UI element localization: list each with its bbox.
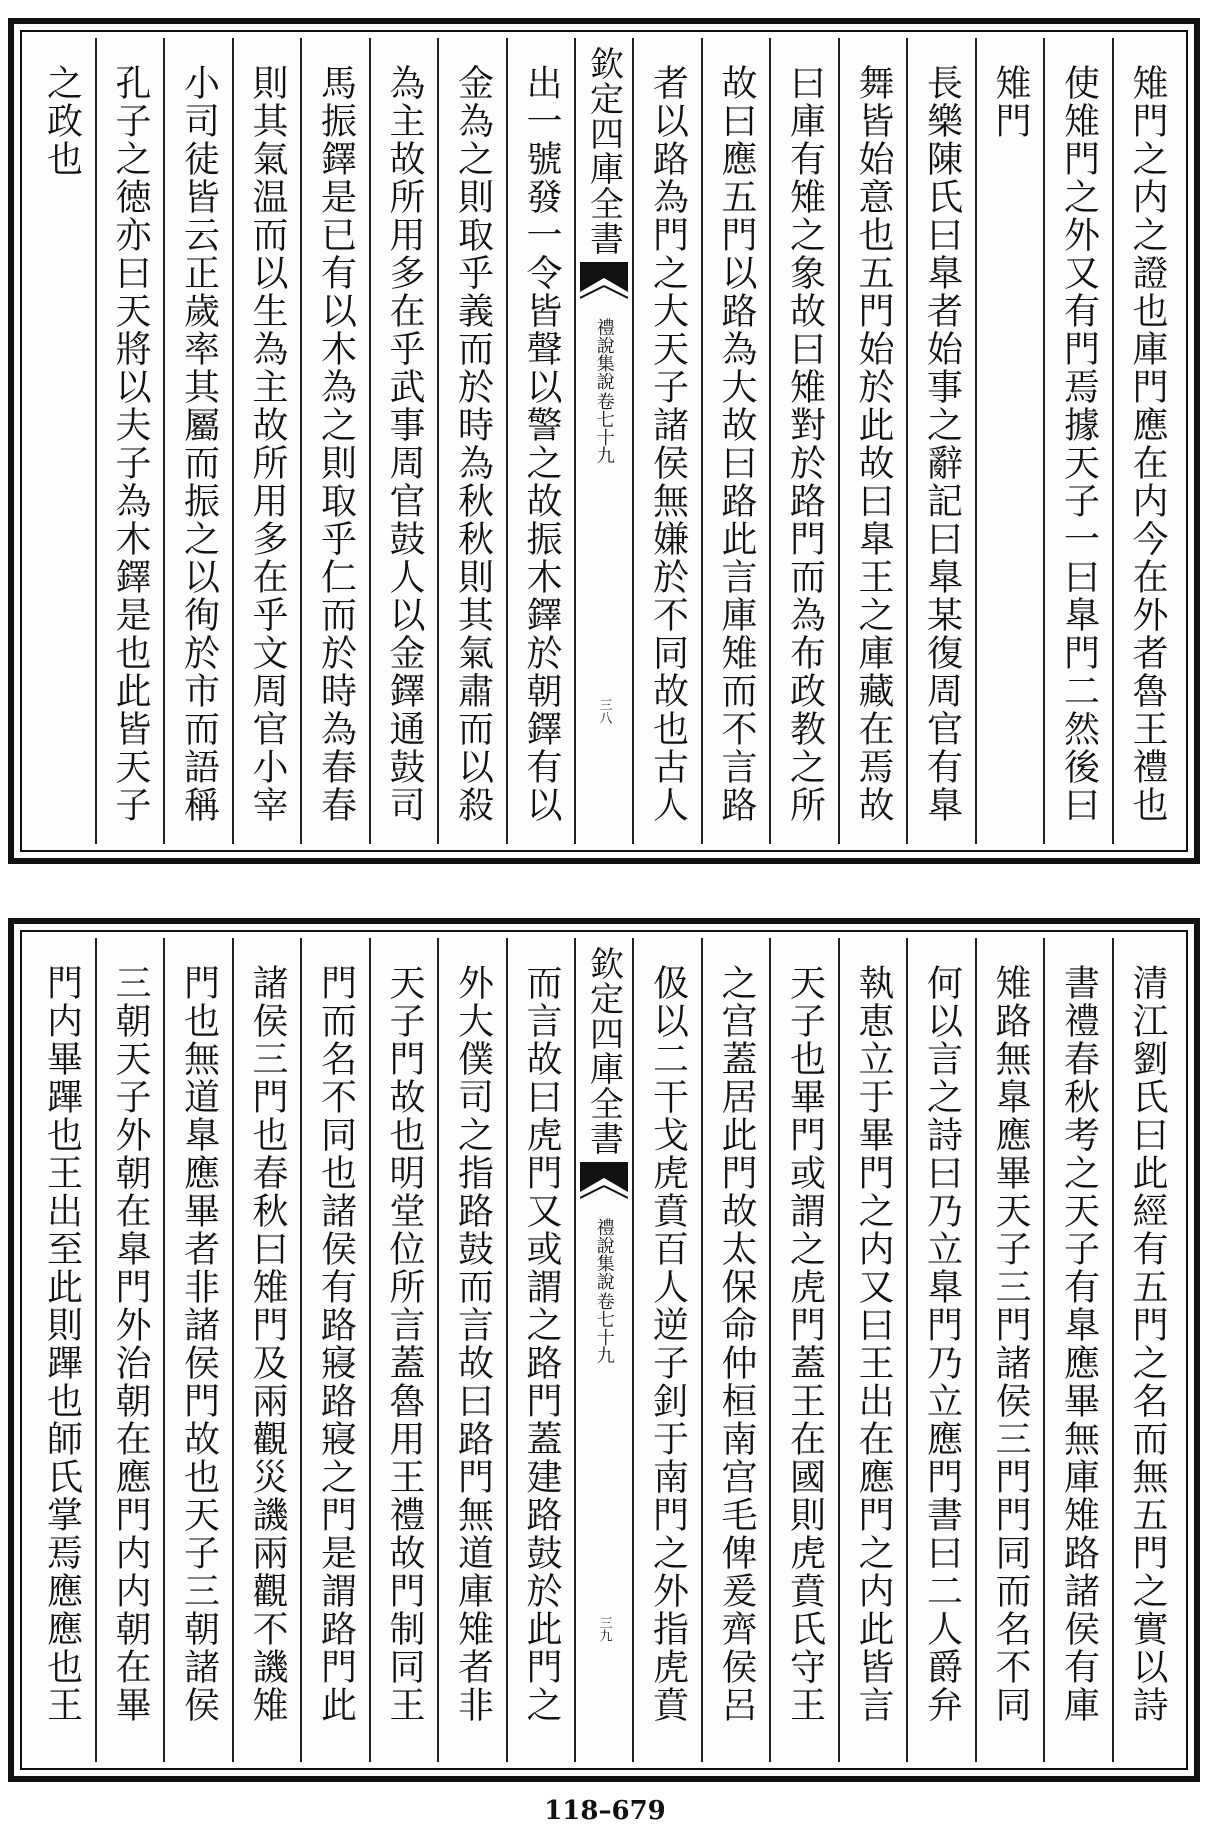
- text-column: 而言故曰虎門又或謂之路門蓋建路鼓於此門之: [520, 964, 562, 1724]
- text-column: 門而名不同也諸侯有路寢路寢之門是謂路門此: [315, 964, 357, 1724]
- top-column-8: [632, 38, 701, 844]
- text-column: 外大僕司之指路鼓而言故曰路門無道庫雉者非: [452, 964, 494, 1724]
- text-column: 小司徒皆云正歲率其屬而振之以徇於市而語稱: [178, 64, 220, 824]
- text-column: 伋以二干戈虎賁百人逆子釗于南門之外指虎賁: [647, 964, 689, 1724]
- text-column: 門内畢蹕也王出至此則蹕也師氏掌焉應應也王: [41, 964, 83, 1724]
- bottom-column-11: [369, 938, 438, 1762]
- text-column: 三朝天子外朝在臯門外治朝在應門内内朝在畢: [109, 964, 151, 1724]
- center-margin: [574, 938, 632, 1762]
- bottom-column-3: [975, 938, 1044, 1762]
- text-column: 雉門: [989, 64, 1031, 140]
- bottom-column-2: [1043, 938, 1112, 1762]
- text-column: 天子門故也明堂位所言蓋魯用王禮故門制同王: [383, 964, 425, 1724]
- text-column: 曰庫有雉之象故曰雉對於路門而為布政教之所: [784, 64, 826, 824]
- bottom-column-8: [632, 938, 701, 1762]
- text-column: 則其氣温而以生為主故所用多在乎文周官小宰: [246, 64, 288, 824]
- text-column: 使雉門之外又有門焉據天子一曰臯門二然後曰: [1058, 64, 1100, 824]
- top-column-13: [232, 38, 301, 844]
- bottom-column-16: [28, 938, 95, 1762]
- text-column: 雉門之内之證也庫門應在内今在外者魯王禮也: [1126, 64, 1168, 824]
- book-title: 欽定四庫全書: [583, 46, 624, 256]
- juan-number: 卷七十九: [593, 392, 615, 464]
- top-column-11: [369, 38, 438, 844]
- fish-tail-ornament-icon: [580, 1162, 628, 1202]
- top-page: [8, 18, 1200, 864]
- text-column: 之政也: [41, 64, 83, 178]
- text-column: 長樂陳氏曰臯者始事之辭記曰臯某復周官有臯: [921, 64, 963, 824]
- text-column: 諸侯三門也春秋曰雉門及兩觀災譏兩觀不譏雉: [246, 964, 288, 1724]
- bottom-column-7: [701, 938, 770, 1762]
- top-column-9: [506, 38, 575, 844]
- top-column-16: [28, 38, 95, 844]
- text-column: 馬振鐸是已有以木為之則取乎仁而於時為春春: [315, 64, 357, 824]
- text-column: 故曰應五門以路為大故曰路此言庫雉而不言路: [715, 64, 757, 824]
- center-margin: [574, 38, 632, 844]
- top-column-15: [95, 38, 164, 844]
- bottom-page: [8, 918, 1200, 1782]
- leaf-number: 三九: [596, 1616, 612, 1642]
- bottom-column-9: [506, 938, 575, 1762]
- page-number: 118–679: [544, 1796, 666, 1826]
- text-column: 金為之則取乎義而於時為秋秋則其氣肅而以殺: [452, 64, 494, 824]
- bottom-column-5: [838, 938, 907, 1762]
- bottom-column-14: [163, 938, 232, 1762]
- top-column-7: [701, 38, 770, 844]
- center-subtitle: [593, 318, 615, 464]
- top-column-10: [437, 38, 506, 844]
- text-column: 為主故所用多在乎武事周官鼓人以金鐸通鼓司: [383, 64, 425, 824]
- work-title: 禮說集說: [593, 1218, 615, 1290]
- text-column: 何以言之詩曰乃立臯門乃立應門書曰二人爵弁: [921, 964, 963, 1724]
- bottom-column-4: [906, 938, 975, 1762]
- top-column-5: [838, 38, 907, 844]
- bottom-column-13: [232, 938, 301, 1762]
- text-column: 者以路為門之大天子諸侯無嫌於不同故也古人: [647, 64, 689, 824]
- top-column-2: [1043, 38, 1112, 844]
- bottom-column-15: [95, 938, 164, 1762]
- text-column: 門也無道臯應畢者非諸侯門故也天子三朝諸侯: [178, 964, 220, 1724]
- top-column-14: [163, 38, 232, 844]
- work-title: 禮說集說: [593, 318, 615, 390]
- top-column-1: [1112, 38, 1181, 844]
- text-column: 書禮春秋考之天子有臯應畢無庫雉路諸侯有庫: [1058, 964, 1100, 1724]
- text-column: 出一號發一令皆聲以警之故振木鐸於朝鐸有以: [520, 64, 562, 824]
- text-column: 孔子之徳亦曰天將以夫子為木鐸是也此皆天子: [109, 64, 151, 824]
- juan-number: 卷七十九: [593, 1292, 615, 1364]
- top-column-3: [975, 38, 1044, 844]
- bottom-column-1: [1112, 938, 1181, 1762]
- text-column: 之宫蓋居此門故太保命仲桓南宫毛俾爰齊侯呂: [715, 964, 757, 1724]
- text-column: 舞皆始意也五門始於此故曰臯王之庫藏在焉故: [852, 64, 894, 824]
- top-column-6: [769, 38, 838, 844]
- fish-tail-ornament-icon: [580, 262, 628, 302]
- text-column: 執恵立于畢門之内又曰王出在應門之内此皆言: [852, 964, 894, 1724]
- text-column: 清江劉氏曰此經有五門之名而無五門之實以詩: [1126, 964, 1168, 1724]
- top-column-12: [300, 38, 369, 844]
- center-subtitle: [593, 1218, 615, 1364]
- bottom-column-10: [437, 938, 506, 1762]
- text-column: 雉路無臯應畢天子三門諸侯三門門同而名不同: [989, 964, 1031, 1724]
- top-column-4: [906, 38, 975, 844]
- leaf-number: 三八: [596, 698, 612, 724]
- bottom-column-12: [300, 938, 369, 1762]
- text-column: 天子也畢門或謂之虎門蓋王在國則虎賁氏守王: [784, 964, 826, 1724]
- book-title: 欽定四庫全書: [583, 946, 624, 1156]
- bottom-column-6: [769, 938, 838, 1762]
